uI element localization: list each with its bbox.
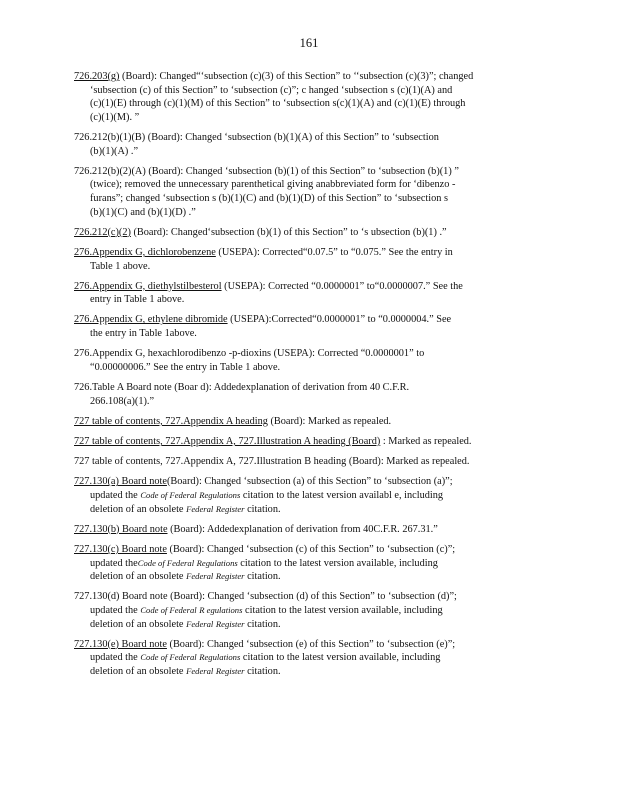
entry-727-130-c bbox=[74, 543, 534, 584]
entry-citation: 727 table of contents, 727.Appendix A heading bbox=[74, 415, 268, 427]
entry-continuation: updated the Code of Federal Regulations citation to the latest version available, including bbox=[90, 652, 441, 664]
entry-continuation: ‘subsection (c) of this Section” to ‘subsection (c)”; c hanged ‘subsection s (c)(1)(A) and bbox=[90, 84, 453, 96]
entry-text: (Board): Changed ‘subsection (e) of this Section” to ‘subsection (e)”; bbox=[166, 638, 456, 650]
entry-continuation: the entry in Table 1above. bbox=[90, 328, 197, 340]
entry-727-toc-illustration-a bbox=[74, 435, 534, 449]
entry-citation: 727.130(b) Board note bbox=[74, 523, 168, 535]
entry-726-212-b-1-B bbox=[74, 131, 534, 158]
entry-continuation: updated the Code of Federal R egulations citation to the latest version available, including bbox=[90, 604, 443, 616]
entry-727-130-a bbox=[74, 475, 534, 516]
entry-continuation: deletion of an obsolete Federal Register citation. bbox=[90, 665, 281, 677]
entry-citation: 276.Appendix G, ethylene dibromide bbox=[74, 314, 228, 326]
entry-continuation: updated theCode of Federal Regulations citation to the latest version available, including bbox=[90, 557, 438, 569]
entry-continuation: (c)(1)(M). ” bbox=[90, 111, 140, 123]
entry-citation: 727.130(c) Board note bbox=[74, 543, 167, 555]
page-number: 161 bbox=[299, 36, 319, 50]
entry-continuation: (b)(1)(A) .” bbox=[90, 145, 139, 157]
entry-continuation: deletion of an obsolete Federal Register citation. bbox=[90, 571, 281, 583]
entry-text: (Board): Changed ‘subsection (c) of this Section” to ‘subsection (c)”; bbox=[166, 543, 456, 555]
entry-citation: 727.130(e) Board note bbox=[74, 638, 167, 650]
entry-727-toc-illustration-b bbox=[74, 455, 534, 469]
entry-appendix-g-dichlorobenzene bbox=[74, 246, 534, 273]
entry-text: (USEPA): Corrected“0.07.5” to “0.075.” See the entry in bbox=[215, 246, 453, 258]
entry-text: (Board): Addedexplanation of derivation from 40C.F.R. 267.31.” bbox=[167, 523, 438, 535]
entry-appendix-g-diethylstilbesterol bbox=[74, 280, 534, 307]
entry-continuation: 266.108(a)(1).” bbox=[90, 395, 155, 407]
entry-727-130-d bbox=[74, 590, 534, 631]
entry-continuation: (twice); removed the unnecessary parenthetical giving anabbreviated form for ‘dibenzo - bbox=[90, 179, 456, 191]
entry-726-212-c-2 bbox=[74, 226, 534, 240]
entry-appendix-g-ethylene-dibromide bbox=[74, 313, 534, 340]
entry-citation: 726.212(b)(1)(B) bbox=[74, 131, 146, 143]
amendment-list bbox=[74, 70, 534, 685]
entry-citation: 726.203(g) bbox=[74, 71, 120, 82]
entry-text: 727.130(d) Board note (Board): Changed ‘subsection (d) of this Section” to ‘subsection (d)”; bbox=[74, 591, 457, 603]
entry-text: 276.Appendix G, hexachlorodibenzo -p-dioxins (USEPA): Corrected “0.0000001” to bbox=[74, 348, 425, 360]
entry-text: (Board): Changed ‘subsection (a) of this Section” to ‘subsection (a)”; bbox=[166, 476, 453, 488]
entry-text: (Board): Changed ‘subsection (b)(1)(A) of this Section” to ‘subsection bbox=[145, 131, 439, 143]
entry-text: (Board): Marked as repealed. bbox=[267, 415, 392, 427]
entry-continuation: updated the Code of Federal Regulations citation to the latest version availabl e, including bbox=[90, 489, 444, 501]
entry-726-table-a bbox=[74, 381, 534, 408]
entry-continuation: (b)(1)(C) and (b)(1)(D) .” bbox=[90, 206, 196, 218]
entry-continuation: Table 1 above. bbox=[90, 260, 151, 272]
entry-citation: 726.212(c)(2) bbox=[74, 226, 131, 238]
entry-appendix-g-hexachlorodibenzo bbox=[74, 347, 534, 374]
entry-citation: 727 table of contents, 727.Appendix A, 727.Illustration A heading (Board) bbox=[74, 436, 381, 447]
entry-727-130-b bbox=[74, 523, 534, 537]
entry-citation: 726.212(b)(2)(A) bbox=[74, 165, 146, 177]
entry-continuation: entry in Table 1 above. bbox=[90, 294, 185, 306]
entry-726-212-b-2-A bbox=[74, 165, 534, 219]
entry-continuation: deletion of an obsolete Federal Register citation. bbox=[90, 503, 281, 515]
entry-citation: 276.Appendix G, diethylstilbesterol bbox=[74, 280, 222, 292]
entry-continuation: “0.00000006.” See the entry in Table 1 above. bbox=[90, 361, 281, 373]
entry-text: (Board): Changed“‘subsection (c)(3) of this Section” to ‘‘subsection (c)(3)”; changed bbox=[119, 71, 474, 82]
entry-text: (USEPA): Corrected “0.0000001” to“0.0000007.” See the bbox=[221, 280, 463, 292]
entry-727-130-e bbox=[74, 638, 534, 679]
entry-continuation: furans”; changed ‘subsection s (b)(1)(C) and (b)(1)(D) of this Section” to ‘subsection s bbox=[90, 192, 449, 204]
entry-text: 727 table of contents, 727.Appendix A, 727.Illustration B heading (Board): Marked as repealed. bbox=[74, 456, 470, 468]
entry-text: (USEPA):Corrected“0.0000001” to “0.0000004.” See bbox=[227, 314, 452, 326]
entry-text: (Board): Changed‘subsection (b)(1) of this Section” to ‘s ubsection (b)(1) .” bbox=[130, 226, 447, 238]
entry-continuation: (c)(1)(E) through (c)(1)(M) of this Section” to ‘subsection s(c)(1)(A) and (c)(1)(E) through bbox=[90, 98, 466, 110]
entry-citation: 276.Appendix G, dichlorobenzene bbox=[74, 246, 216, 258]
entry-727-toc-appendix-a bbox=[74, 415, 534, 429]
entry-continuation: deletion of an obsolete Federal Register citation. bbox=[90, 618, 281, 630]
entry-citation: 727.130(a) Board note bbox=[74, 476, 167, 488]
entry-text: : Marked as repealed. bbox=[380, 436, 472, 447]
entry-726-203-g bbox=[74, 70, 534, 124]
entry-text: 726.Table A Board note (Boar d): Addedexplanation of derivation from 40 C.F.R. bbox=[74, 382, 410, 394]
entry-text: (Board): Changed ‘subsection (b)(1) of this Section” to ‘subsection (b)(1) ” bbox=[145, 165, 459, 177]
